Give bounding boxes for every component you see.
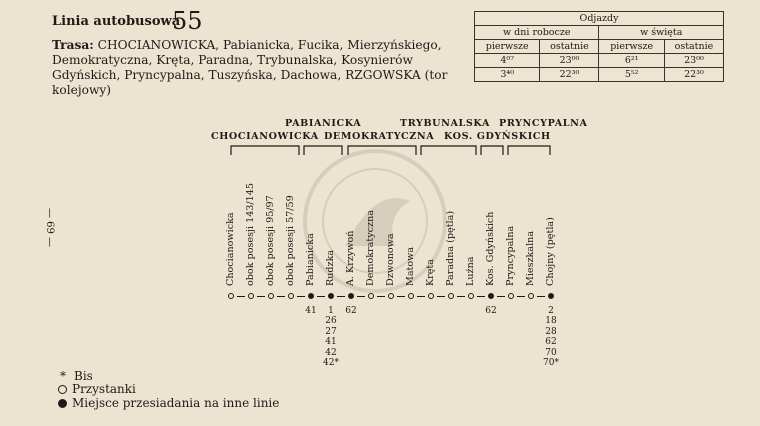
bracket-chocianowicka (231, 146, 299, 155)
route-segment (457, 296, 465, 297)
stop-name: Matowa (405, 246, 416, 286)
route-segment (337, 296, 345, 297)
holiday-first-time: 6²¹ (599, 54, 664, 68)
stop-name: Chojny (pętla) (545, 217, 556, 286)
first-header: pierwsze (599, 40, 664, 54)
stop-marker (528, 293, 534, 299)
stop-name: Demokratyczna (365, 210, 376, 286)
stop-marker (248, 293, 254, 299)
first-header: pierwsze (475, 40, 540, 54)
legend-transfer-label: Miejsce przesiadania na inne linie (72, 396, 280, 410)
stop-name: obok posesji 143/145 (245, 183, 256, 286)
legend-stops-label: Przystanki (72, 382, 136, 396)
stop-name: A. Krzywoń (345, 230, 356, 286)
street-brackets (0, 0, 760, 200)
stop-name: Rudzka (325, 249, 336, 286)
route-segment (517, 296, 525, 297)
stop-name: obok posesji 57/59 (285, 195, 296, 286)
stop-marker (508, 293, 514, 299)
route-segment (257, 296, 265, 297)
transfer-stop-marker (308, 293, 314, 299)
street-label-kos-gdynskich: KOS. GDYŃSKICH (444, 131, 551, 142)
bracket-pabianicka (304, 146, 342, 155)
route-segment (357, 296, 365, 297)
route-segment (437, 296, 445, 297)
holiday-last-time: 22³⁰ (664, 68, 723, 82)
stop-marker (368, 293, 374, 299)
stop-name: Pabianicka (305, 233, 316, 286)
route-label: Trasa: (52, 38, 94, 52)
stop-name: Dzwonowa (385, 233, 396, 286)
weekday-last-time: 22³⁰ (540, 68, 599, 82)
weekday-first-time: 3⁴⁰ (475, 68, 540, 82)
stop-marker (388, 293, 394, 299)
line-label: Linia autobusowa (52, 14, 181, 29)
stop-marker (268, 293, 274, 299)
street-label-chocianowicka: CHOCIANOWICKA (211, 131, 319, 142)
last-header: ostatnie (540, 40, 599, 54)
street-label-demokratyczna: DEMOKRATYCZNA (324, 131, 435, 142)
street-label-trybunalska: TRYBUNALSKA (400, 118, 491, 129)
route-segment (297, 296, 305, 297)
connecting-lines: 41 (305, 306, 317, 316)
stop-name: Kręta (425, 258, 436, 286)
connecting-lines: 62 (345, 306, 357, 316)
weekday-first-time: 4⁰⁷ (475, 54, 540, 68)
transfer-stop-marker (488, 293, 494, 299)
route-segment (277, 296, 285, 297)
open-circle-icon (58, 385, 67, 394)
weekday-header: w dni robocze (475, 26, 599, 40)
filled-circle-icon (58, 399, 67, 408)
route-segment (537, 296, 545, 297)
stop-marker (448, 293, 454, 299)
legend-stops (58, 382, 136, 396)
line-number: 55 (172, 7, 203, 35)
stop-name: Paradna (pętla) (445, 210, 456, 286)
legend-transfer (58, 396, 279, 410)
street-label-pabianicka: PABIANICKA (285, 118, 362, 129)
holiday-first-time: 5⁵² (599, 68, 664, 82)
connecting-lines: 2 18 28 62 70 70* (543, 306, 559, 369)
stop-marker (288, 293, 294, 299)
departures-title: Odjazdy (475, 12, 724, 26)
weekday-last-time: 23⁰⁰ (540, 54, 599, 68)
route-segment (237, 296, 245, 297)
last-header: ostatnie (664, 40, 723, 54)
route-segment (417, 296, 425, 297)
route-segment (397, 296, 405, 297)
bracket-pryncypalna (508, 146, 550, 155)
holiday-header: w święta (599, 26, 724, 40)
page-number: — 69 — (44, 208, 55, 248)
transfer-stop-marker (548, 293, 554, 299)
bracket-trybunalska (421, 146, 476, 155)
route-segment (477, 296, 485, 297)
route-segment (497, 296, 505, 297)
bracket-demokratyczna (348, 146, 416, 155)
legend-bis-label: Bis (74, 369, 93, 383)
bracket-kos-gdynskich (481, 146, 503, 155)
transfer-stop-marker (328, 293, 334, 299)
legend-bis: * Bis (60, 369, 93, 383)
route-segment (377, 296, 385, 297)
stop-name: Chocianowicka (225, 212, 236, 286)
holiday-last-time: 23⁰⁰ (664, 54, 723, 68)
connecting-lines: 1 26 27 41 42 42* (323, 306, 339, 369)
stop-marker (228, 293, 234, 299)
stop-name: Pryncypalna (505, 225, 516, 286)
stop-marker (408, 293, 414, 299)
stop-name: Kos. Gdyńskich (485, 211, 496, 286)
transfer-stop-marker (348, 293, 354, 299)
stop-marker (468, 293, 474, 299)
stop-marker (428, 293, 434, 299)
stop-name: Luźna (465, 256, 476, 286)
connecting-lines: 62 (485, 306, 497, 316)
route-text: CHOCIANOWICKA, Pabianicka, Fucika, Mierzyńskiego, Demokratyczna, Kręta, Paradna, Trybunalska, Kosynierów Gdyńskich, Pryncypalna, Tuszyńska, Dachowa, RZGOWSKA (tor kolejowy) (52, 38, 448, 97)
stop-name: Mieszkalna (525, 230, 536, 286)
street-label-pryncypalna: PRYNCYPALNA (499, 118, 588, 129)
stop-name: obok posesji 95/97 (265, 195, 276, 286)
route-segment (317, 296, 325, 297)
